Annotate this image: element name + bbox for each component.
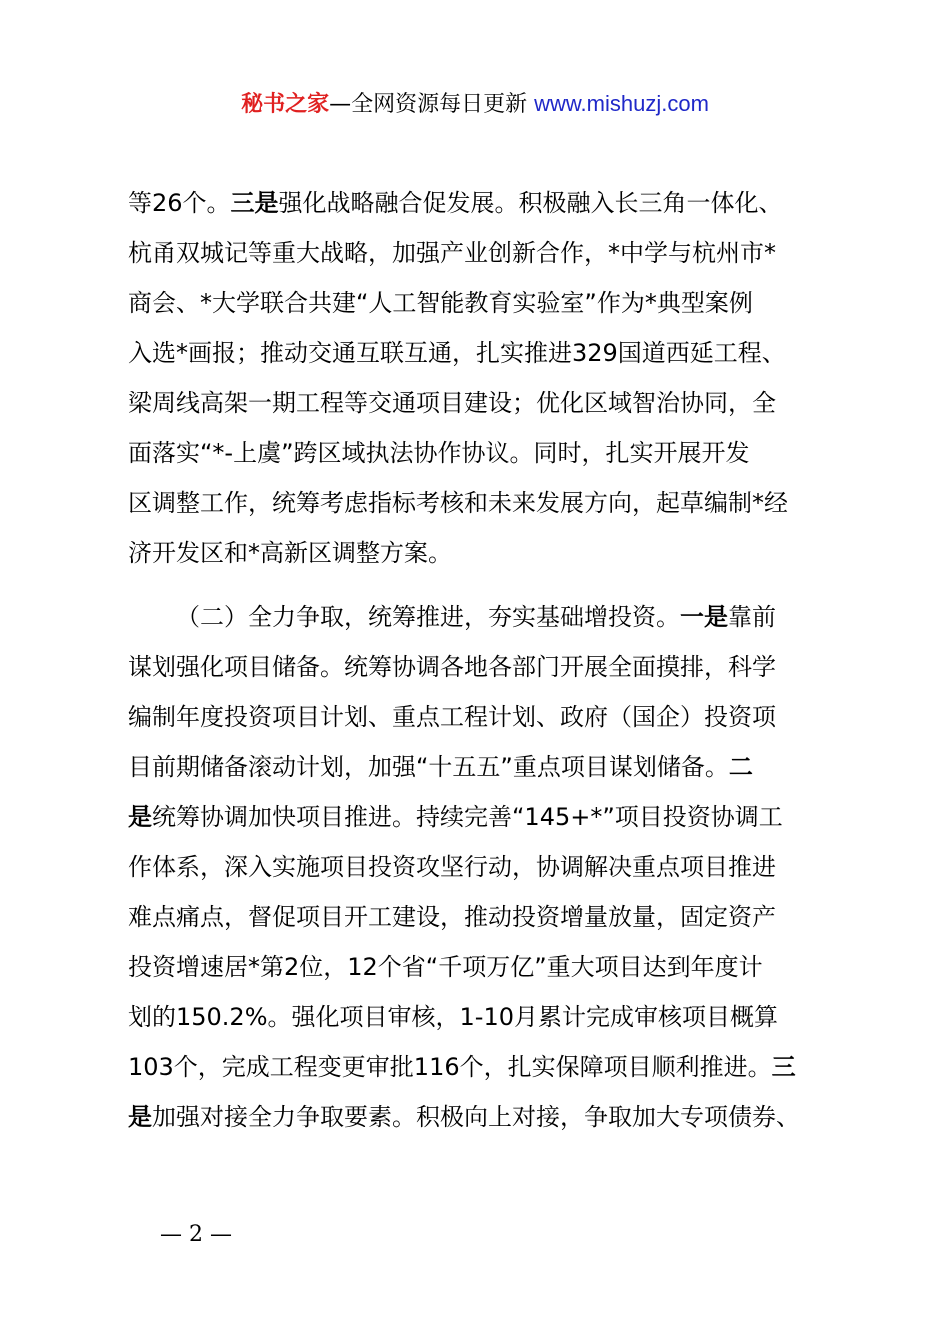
emphasis-text: 二 bbox=[728, 753, 753, 781]
text-run: 作体系，深入实施项目投资攻坚行动，协调解决重点项目推进 bbox=[128, 853, 776, 881]
text-run: 投资增速居*第2位，12个省“千项万亿”重大项目达到年度计 bbox=[128, 953, 763, 981]
text-line bbox=[128, 742, 834, 792]
text-run: 梁周线高架一期工程等交通项目建设；优化区域智治协同，全 bbox=[128, 389, 776, 417]
page-number: — 2 — bbox=[160, 1222, 232, 1247]
text-run: 面落实“*-上虞”跨区域执法协作协议。同时，扎实开展开发 bbox=[128, 439, 750, 467]
text-run: 强化战略融合促发展。积极融入长三角一体化、 bbox=[278, 189, 783, 217]
emphasis-text: 一是 bbox=[680, 603, 728, 631]
text-run: （二）全力争取，统筹推进，夯实基础增投资。 bbox=[176, 603, 680, 631]
paragraph-2 bbox=[128, 592, 834, 1142]
text-line bbox=[128, 942, 834, 992]
text-run: 目前期储备滚动计划，加强“十五五”重点项目谋划储备。 bbox=[128, 753, 729, 781]
text-run: 济开发区和*高新区调整方案。 bbox=[128, 539, 452, 567]
text-line bbox=[128, 478, 834, 528]
text-line bbox=[128, 692, 834, 742]
site-url[interactable]: www.mishuzj.com bbox=[534, 91, 709, 116]
emphasis-text: 是 bbox=[128, 1103, 152, 1131]
text-line bbox=[128, 892, 834, 942]
text-run: 难点痛点，督促项目开工建设，推动投资增量放量，固定资产 bbox=[128, 903, 776, 931]
text-run: 103个，完成工程变更审批116个，扎实保障项目顺利推进。 bbox=[128, 1053, 772, 1081]
text-line bbox=[128, 592, 834, 642]
text-run: 商会、*大学联合共建“人工智能教育实验室”作为*典型案例 bbox=[128, 289, 753, 317]
text-run: 区调整工作，统筹考虑指标考核和未来发展方向，起草编制*经 bbox=[128, 489, 788, 517]
text-run: 杭甬双城记等重大战略，加强产业创新合作，*中学与杭州市* bbox=[128, 239, 776, 267]
text-line bbox=[128, 378, 834, 428]
text-line bbox=[128, 328, 834, 378]
emphasis-text: 三是 bbox=[230, 189, 279, 217]
text-run: 划的150.2%。强化项目审核，1-10月累计完成审核项目概算 bbox=[128, 1003, 778, 1031]
text-run: 靠前 bbox=[728, 603, 776, 631]
text-line bbox=[128, 1042, 834, 1092]
text-line bbox=[128, 842, 834, 892]
text-line bbox=[128, 1092, 834, 1142]
emphasis-text: 三 bbox=[771, 1053, 796, 1081]
document-body bbox=[128, 178, 834, 1142]
text-run: 等26个。 bbox=[128, 189, 231, 217]
text-line bbox=[128, 178, 834, 228]
paragraph-1 bbox=[128, 178, 834, 578]
text-run: 加强对接全力争取要素。积极向上对接，争取加大专项债券、 bbox=[152, 1103, 800, 1131]
text-line bbox=[128, 228, 834, 278]
site-header bbox=[0, 88, 950, 121]
text-run: 统筹协调加快项目推进。持续完善“145+*”项目投资协调工 bbox=[152, 803, 783, 831]
text-line bbox=[128, 642, 834, 692]
paragraph-gap bbox=[128, 578, 834, 592]
text-line bbox=[128, 428, 834, 478]
text-line bbox=[128, 792, 834, 842]
text-run: 入选*画报；推动交通互联互通，扎实推进329国道西延工程、 bbox=[128, 339, 786, 367]
text-line bbox=[128, 992, 834, 1042]
emphasis-text: 是 bbox=[128, 803, 152, 831]
text-line bbox=[128, 528, 834, 578]
text-run: 编制年度投资项目计划、重点工程计划、政府（国企）投资项 bbox=[128, 703, 776, 731]
text-run: 谋划强化项目储备。统筹协调各地各部门开展全面摸排，科学 bbox=[128, 653, 776, 681]
header-tagline: —全网资源每日更新 bbox=[329, 92, 528, 117]
brand-name: 秘书之家 bbox=[241, 92, 330, 117]
text-line bbox=[128, 278, 834, 328]
